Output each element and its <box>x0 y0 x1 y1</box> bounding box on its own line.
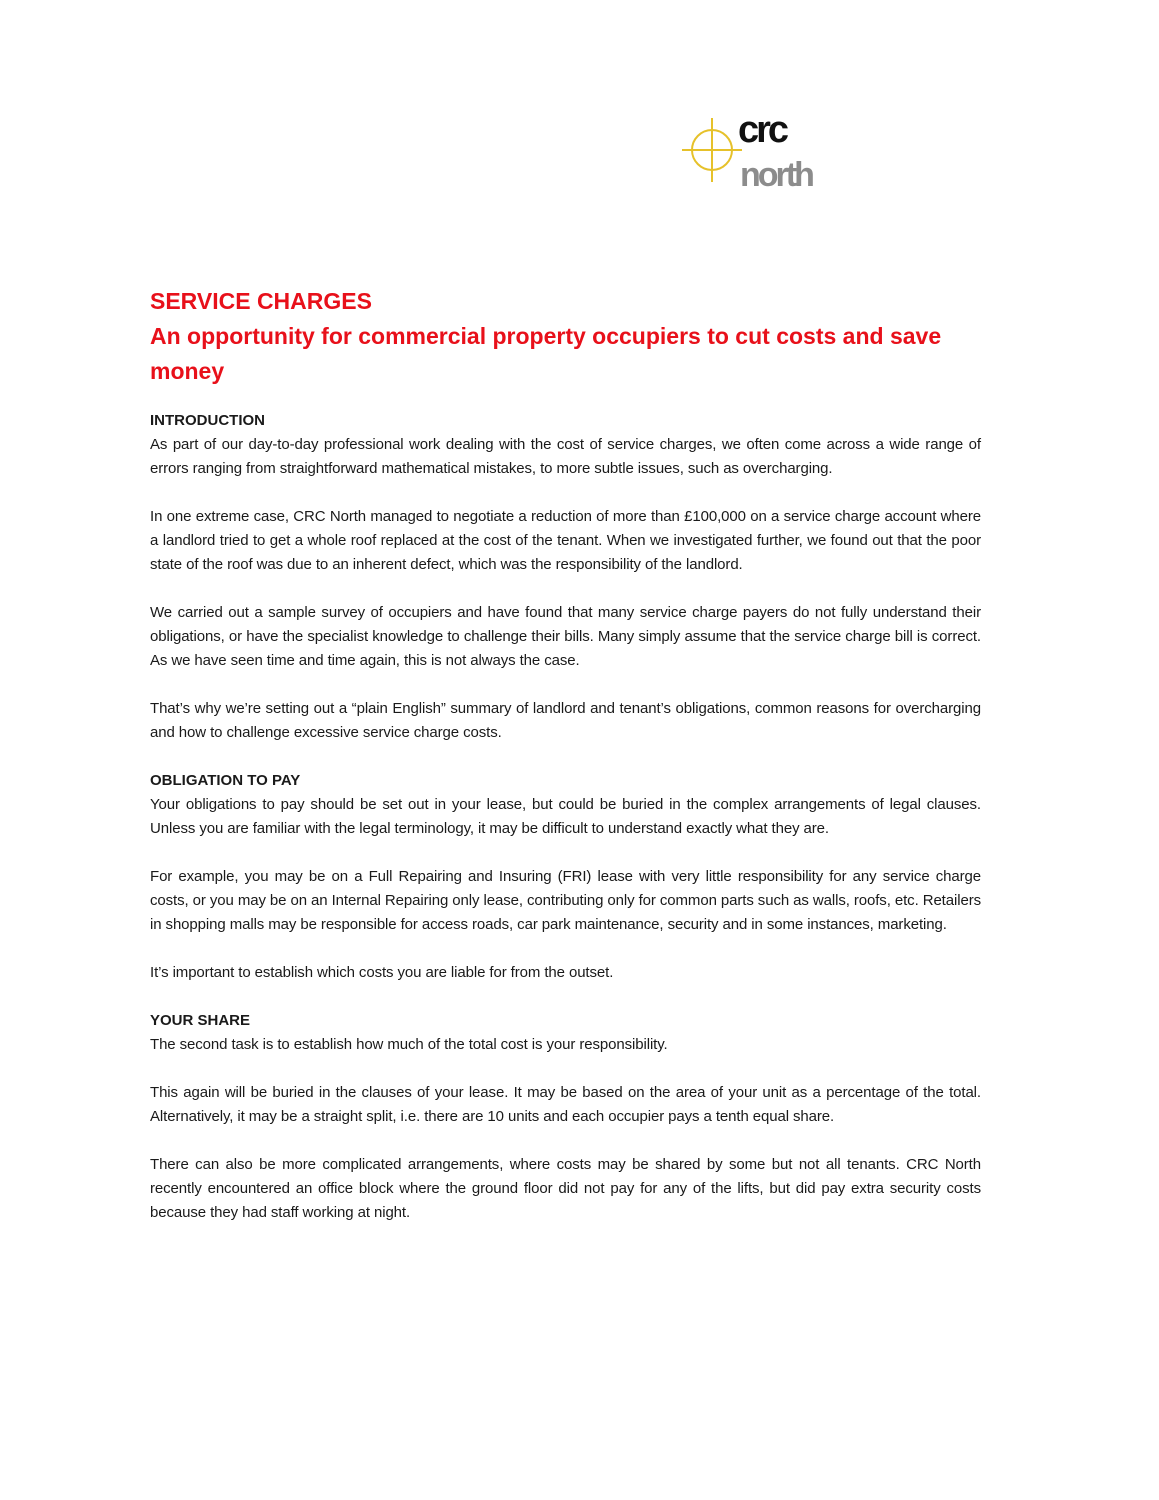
paragraph: We carried out a sample survey of occupiers and have found that many service charge payers do not fully understand their obligations, or have the specialist knowledge to challenge their bills. Many simply assume that the service charge bill is correct. As we have seen time and time again, this is not always the case. <box>150 604 981 669</box>
paragraph: This again will be buried in the clauses of your lease. It may be based on the area of your unit as a percentage of the total. Alternatively, it may be a straight split, i.e. there are 10 units and each occupier pays a tenth equal share. <box>150 1084 981 1125</box>
section-introduction <box>150 409 981 745</box>
document-title: SERVICE CHARGES <box>150 288 372 314</box>
section-obligation-to-pay <box>150 769 981 985</box>
paragraph: As part of our day-to-day professional work dealing with the cost of service charges, we often come across a wide range of errors ranging from straightforward mathematical mistakes, to more subtle issues, such as overcharging. <box>150 436 981 477</box>
document-subtitle: An opportunity for commercial property occupiers to cut costs and save money <box>150 323 942 384</box>
svg-text:crc: crc <box>738 109 787 151</box>
logo-image <box>682 106 892 196</box>
crosshair-icon <box>682 118 742 182</box>
section-heading: OBLIGATION TO PAY <box>150 772 301 789</box>
paragraph: The second task is to establish how much of the total cost is your responsibility. <box>150 1036 668 1053</box>
paragraph: Your obligations to pay should be set out in your lease, but could be buried in the complex arrangements of legal clauses. Unless you are familiar with the legal terminology, it may be difficult to understand exactly what they are. <box>150 796 981 837</box>
svg-text:north: north <box>740 156 812 194</box>
section-your-share <box>150 1009 981 1225</box>
crc-north-logo <box>682 106 892 196</box>
paragraph: There can also be more complicated arrangements, where costs may be shared by some but not all tenants. CRC North recently encountered an office block where the ground floor did not pay for any of the lifts, but did pay extra security costs because they had staff working at night. <box>150 1156 981 1221</box>
paragraph: That’s why we’re setting out a “plain English” summary of landlord and tenant’s obligations, common reasons for overcharging and how to challenge excessive service charge costs. <box>150 700 981 741</box>
title-block <box>150 284 981 389</box>
paragraph: It’s important to establish which costs you are liable for from the outset. <box>150 964 614 981</box>
document-body <box>150 284 981 1249</box>
section-heading: INTRODUCTION <box>150 412 265 429</box>
section-heading: YOUR SHARE <box>150 1012 251 1029</box>
paragraph: For example, you may be on a Full Repairing and Insuring (FRI) lease with very little responsibility for any service charge costs, or you may be on an Internal Repairing only lease, contributing only for common parts such as walls, roofs, etc. Retailers in shopping malls may be responsible for access roads, car park maintenance, security and in some instances, marketing. <box>150 868 981 933</box>
paragraph: In one extreme case, CRC North managed to negotiate a reduction of more than £100,000 on a service charge account where a landlord tried to get a whole roof replaced at the cost of the tenant. When we investigated further, we found out that the poor state of the roof was due to an inherent defect, which was the responsibility of the landlord. <box>150 508 981 573</box>
